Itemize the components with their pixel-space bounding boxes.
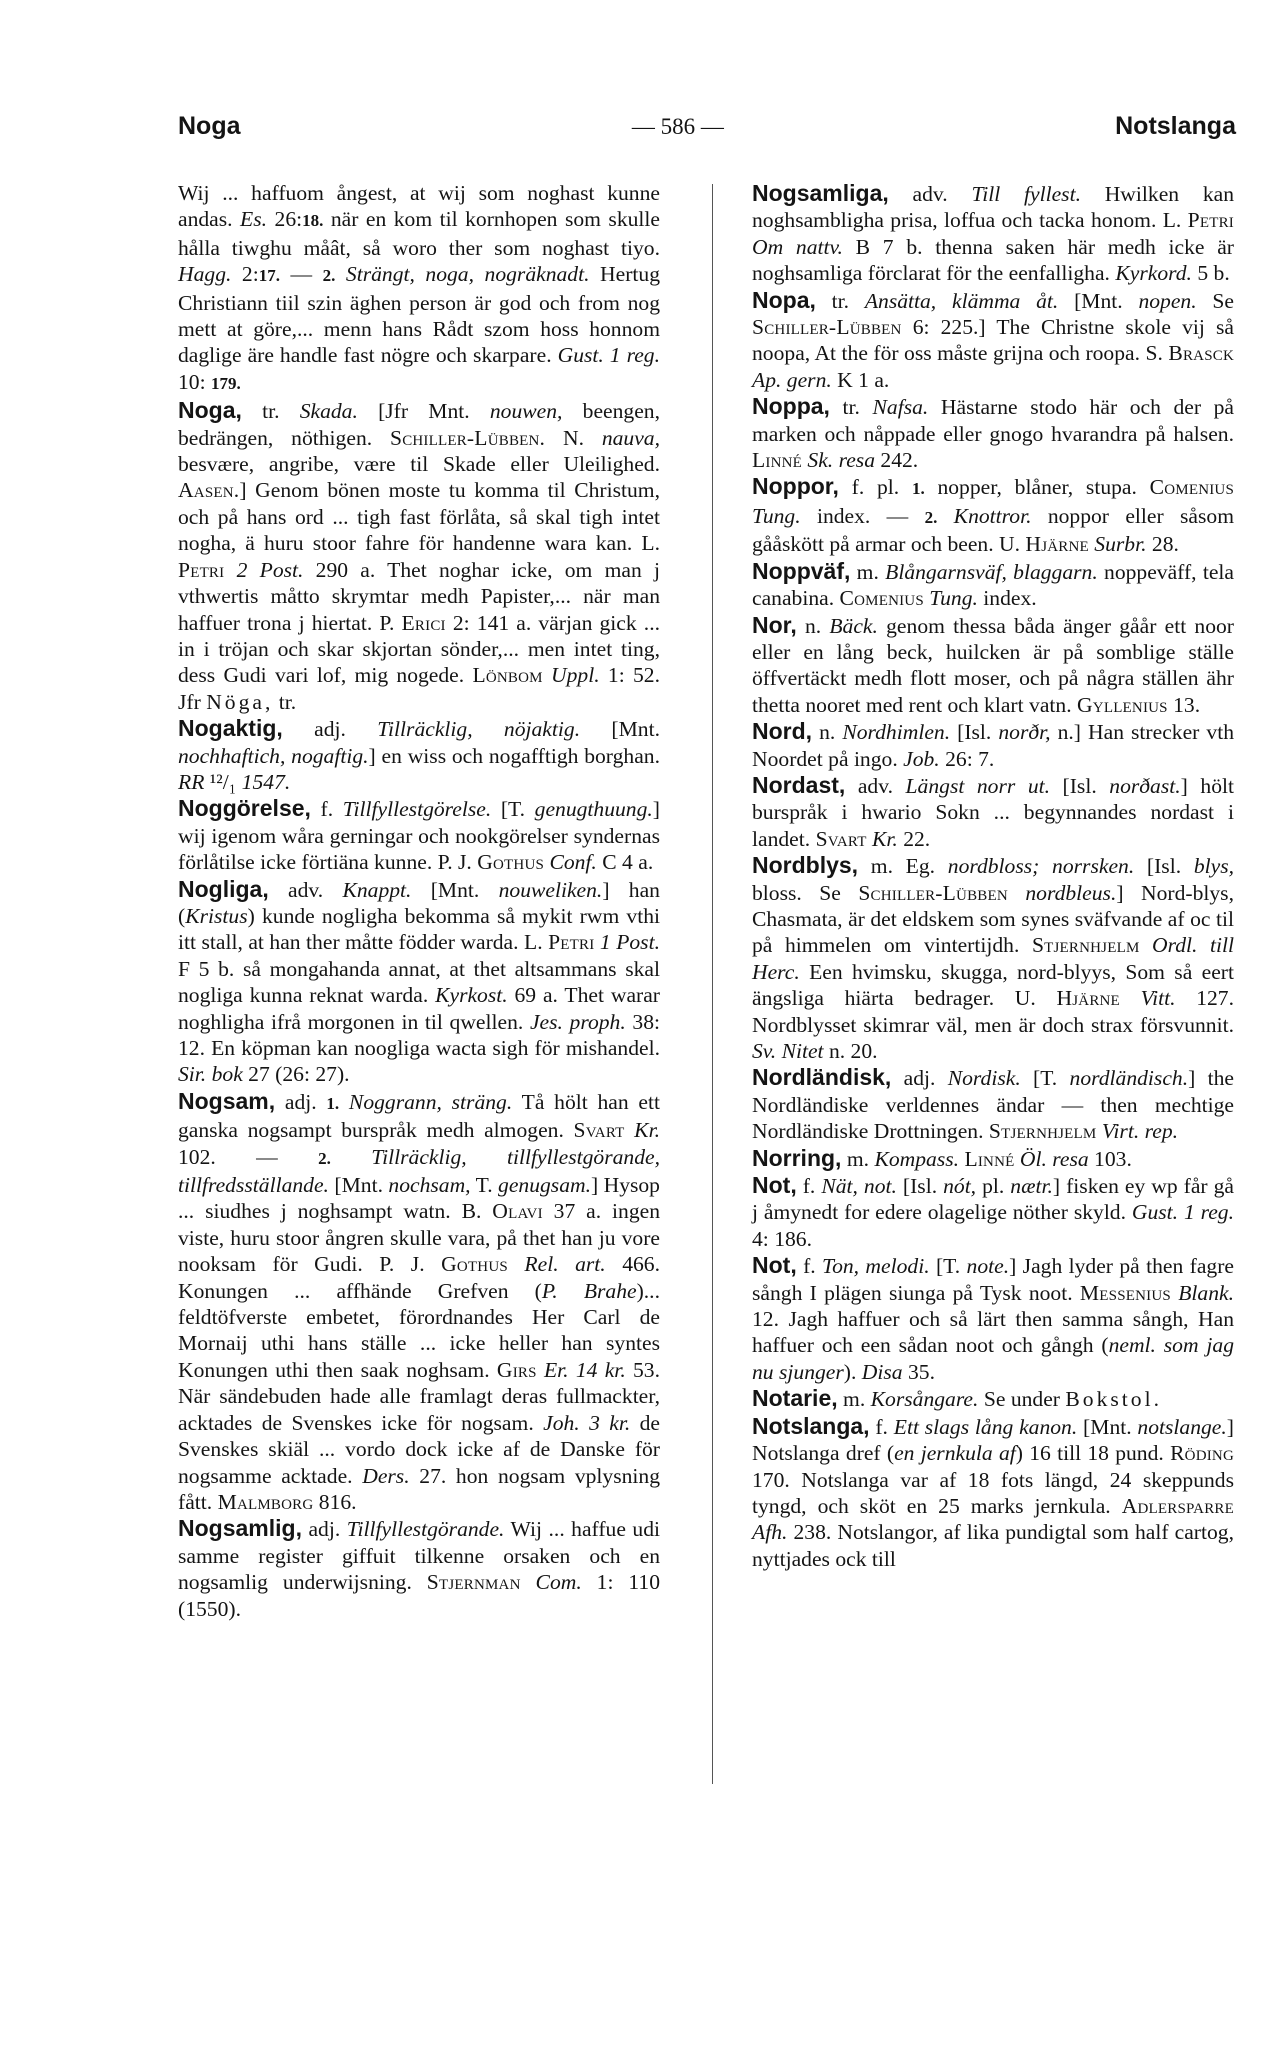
lemma: Noggörelse, — [178, 795, 311, 822]
lemma: Nord, — [752, 718, 813, 745]
entry-nord: Nord, n. Nordhimlen. [Isl. norðr, n.] Han strecker vth Noordet på ingo. Job. 26: 7. — [752, 718, 1234, 771]
entry-nor: Nor, n. Bäck. genom thessa båda änger gåår ett noor eller en lång beck, huilcken är på somblige ställe öffvertäckt medh flott moser, och på några ställen ähr thetta nooret med rent och klart vatn. Gyllenius 13. — [752, 611, 1234, 717]
entry-noga-tr: Noga, tr. Skada. [Jfr Mnt. nouwen, beengen, bedrängen, nöthigen. Schiller-Lübben. N. nauva, besvære, angribe, være til Skade eller Uleilighed. Aasen.] Genom bönen moste tu komma til Christum, och på hans ord ... tigh fast förlåta, så skal tigh intet nogha, ä huru stoor fahre för handenne wara kan. L. Petri 2 Post. 290 a. Thet noghar icke, om man j vthwertis måtto skrymtar medh Papister,... när man haffuer trona j hiertat. P. Erici 2: 141 a. värjan gick ... in i tröjan och skar skjortan sönder,... men intet ting, dess Gudi vari lof, mig nogede. Lönbom Uppl. 1: 52. Jfr Nöga, tr. — [178, 397, 661, 714]
entry-noga-continued: Wij ... haffuom ångest, at wij som noghast kunne andas. Es. 26:18. när en kom til kornhopen som skulle hålla tiwghu måât, så woro ther som noghast tiyo. Hagg. 2:17. — 2. Strängt, noga, nogräknadt. Hertug Christiann tiil szin äghen person är god och from nog mett at göre,... menn hans Rådt szom hoss honnom daglige äre handle fast nögre och skarpare. Gust. 1 reg. 10: 179. — [178, 181, 660, 394]
entry-noppa: Noppa, tr. Nafsa. Hästarne stodo här och der på marken och nåppade eller gnogo hvarandra på halsen. Linné Sk. resa 242. — [752, 393, 1234, 473]
lemma: Noppor, — [752, 473, 839, 500]
lemma: Notarie, — [752, 1385, 838, 1412]
entry-norring: Norring, m. Kompass. Linné Öl. resa 103. — [752, 1144, 1132, 1171]
lemma: Nordländisk, — [752, 1064, 892, 1091]
entry-nopa: Nopa, tr. Ansätta, klämma åt. [Mnt. nopen. Se Schiller-Lübben 6: 225.] The Christne skole vij så noopa, At the för oss måste grijna och roopa. S. Brasck Ap. gern. K 1 a. — [752, 286, 1234, 392]
entry-not-melodi: Not, f. Ton, melodi. [T. note.] Jagh lyder på then fagre sångh I plägen siunga på Tysk noot. Messenius Blank. 12. Jagh haffuer och så lärt then samma sångh, Han haffuer och een sådan noot och gångh (neml. som jag nu sjunger). Disa 35. — [752, 1252, 1234, 1384]
page-number: — 586 — — [631, 114, 724, 139]
lemma: Nogliga, — [178, 875, 269, 902]
entry-noppor: Noppor, f. pl. 1. nopper, blåner, stupa. Comenius Tung. index. — 2. Knottror. noppor eller såsom gååskött på armar och been. U. Hjärne Surbr. 28. — [752, 473, 1234, 557]
lemma: Nordblys, — [752, 852, 859, 879]
entry-notslanga: Notslanga, f. Ett slags lång kanon. [Mnt. notslange.] Notslanga dref (en jernkula af) 16 till 18 pund. Röding 170. Notslanga var af 18 fots längd, 24 skeppunds tyngd, och sköt en 25 marks jernkula. Adlersparre Afh. 238. Notslangor, af lika pundigtal som half cartog, nyttjades ock till — [752, 1412, 1234, 1571]
lemma: Noga, — [178, 397, 242, 424]
entry-nogaktig: Nogaktig, adj. Tillräcklig, nöjaktig. [Mnt. nochhaftich, nogaftig.] en wiss och nogafftigh borghan. RR ¹²/₁ 1547. — [178, 715, 661, 794]
lemma: Nogsamlig, — [178, 1515, 302, 1542]
lemma: Norring, — [752, 1144, 842, 1171]
entry-nordlandisk: Nordländisk, adj. Nordisk. [T. nordländisch.] the Nordländiske verldennes ändar — then mechtige Nordländiske Drottningen. Stjernhjelm Virt. rep. — [752, 1064, 1234, 1144]
entry-nordblys: Nordblys, m. Eg. nordbloss; norrsken. [Isl. blys, bloss. Se Schiller-Lübben nordbleus.] Nord-blys, Chasmata, är det eldskem som synes sväfvande af oc til på himmelen om vintertijdh. Stjernhjelm Ordl. till Herc. Een hvimsku, skugga, nord-blyys, Som så eert ängsliga hiärta bedrager. U. Hjärne Vitt. 127. Nordblysset skimrar väl, men är doch strax försvunnit. Sv. Nitet n. 20. — [752, 852, 1235, 1063]
lemma: Nopa, — [752, 286, 816, 313]
entry-nogsam: Nogsam, adj. 1. Noggrann, sträng. Tå hölt han ett ganska nogsampt burspråk medh almogen. Svart Kr. 102. — 2. Tillräcklig, tillfyllestgörande, tillfredsställande. [Mnt. nochsam, T. genugsam.] Hysop ... siudhes j noghsampt watn. B. Olavi 37 a. ingen viste, huru stoor ångren skulle vara, på thet han ju vore nooksam för Gudi. P. J. Gothus Rel. art. 466. Konungen ... affhände Grefven (P. Brahe)... feldtöfverste embetet, förordnandes Her Carl de Mornaij uthi hans ställe ... icke heller han syntes Konungen uthi then saak noghsam. Girs Er. 14 kr. 53. När sändebuden hade alle framlagt deras fullmackter, acktades de Svenskes icke för nogsam. Joh. 3 kr. de Svenskes skiäl ... vordo dock icke af de Danske för nogsamme acktade. Ders. 27. hon nogsam vplysning fått. Malmborg 816. — [178, 1087, 661, 1514]
right-column — [752, 180, 1234, 1572]
entry-not-nat: Not, f. Nät, not. [Isl. nót, pl. nætr.] fisken ey wp får gå j åmynedt for edere olagelige nöther skyld. Gust. 1 reg. 4: 186. — [752, 1172, 1235, 1251]
entry-nogsamlig: Nogsamlig, adj. Tillfyllestgörande. Wij ... haffue udi samme register giffuit tilkenne orsaken och en nogsamlig underwijsning. Stjernman Com. 1: 110 (1550). — [178, 1515, 661, 1621]
lemma: Nordast, — [752, 771, 846, 798]
lemma: Nogsam, — [178, 1087, 276, 1114]
lemma: Nor, — [752, 611, 797, 638]
column-divider — [712, 184, 713, 1784]
entry-noggorelse: Noggörelse, f. Tillfyllestgörelse. [T. genugthuung.] wij igenom wåra gerningar och nookgörelser syndernas förlåtilse icke förtiäna kunne. P. J. Gothus Conf. C 4 a. — [178, 795, 660, 875]
lemma: Notslanga, — [752, 1412, 870, 1439]
entry-nordast: Nordast, adv. Längst norr ut. [Isl. norðast.] hölt burspråk i hwario Sokn ... begynnandes nordast i landet. Svart Kr. 22. — [752, 771, 1234, 851]
lemma: Noppväf, — [752, 557, 851, 584]
page-header — [178, 112, 1236, 148]
left-column — [178, 180, 660, 1622]
lemma: Nogaktig, — [178, 715, 283, 742]
header-left-headword: Noga — [178, 112, 241, 140]
lemma: Not, — [752, 1172, 797, 1199]
entry-nogsamliga: Nogsamliga, adv. Till fyllest. Hwilken kan noghsambligha prisa, loffua och tacka honom. L. Petri Om nattv. B 7 b. thenna saken här medh icke är noghsamliga förclarat för the eenfalligha. Kyrkord. 5 b. — [752, 180, 1234, 286]
header-right-headword: Notslanga — [1115, 112, 1236, 140]
entry-nogliga: Nogliga, adv. Knappt. [Mnt. nouweliken.] han (Kristus) kunde nogligha bekomma så mykit rwm vthi itt stall, at han ther måtte födder warda. L. Petri 1 Post. F 5 b. så mongahanda annat, at thet altsammans skal nogliga kunna reknat warda. Kyrkost. 69 a. Thet warar noghligha ifrå morgonen in til qwellen. Jes. proph. 38: 12. En köpman kan noogliga wacta sigh för mishandel. Sir. bok 27 (26: 27). — [178, 875, 660, 1087]
entry-noppvaf: Noppväf, m. Blångarnsväf, blaggarn. noppeväff, tela canabina. Comenius Tung. index. — [752, 557, 1234, 611]
lemma: Nogsamliga, — [752, 180, 889, 206]
lemma: Not, — [752, 1252, 797, 1279]
entry-notarie: Notarie, m. Korsångare. Se under Bokstol. — [752, 1385, 1162, 1412]
lemma: Noppa, — [752, 393, 830, 420]
